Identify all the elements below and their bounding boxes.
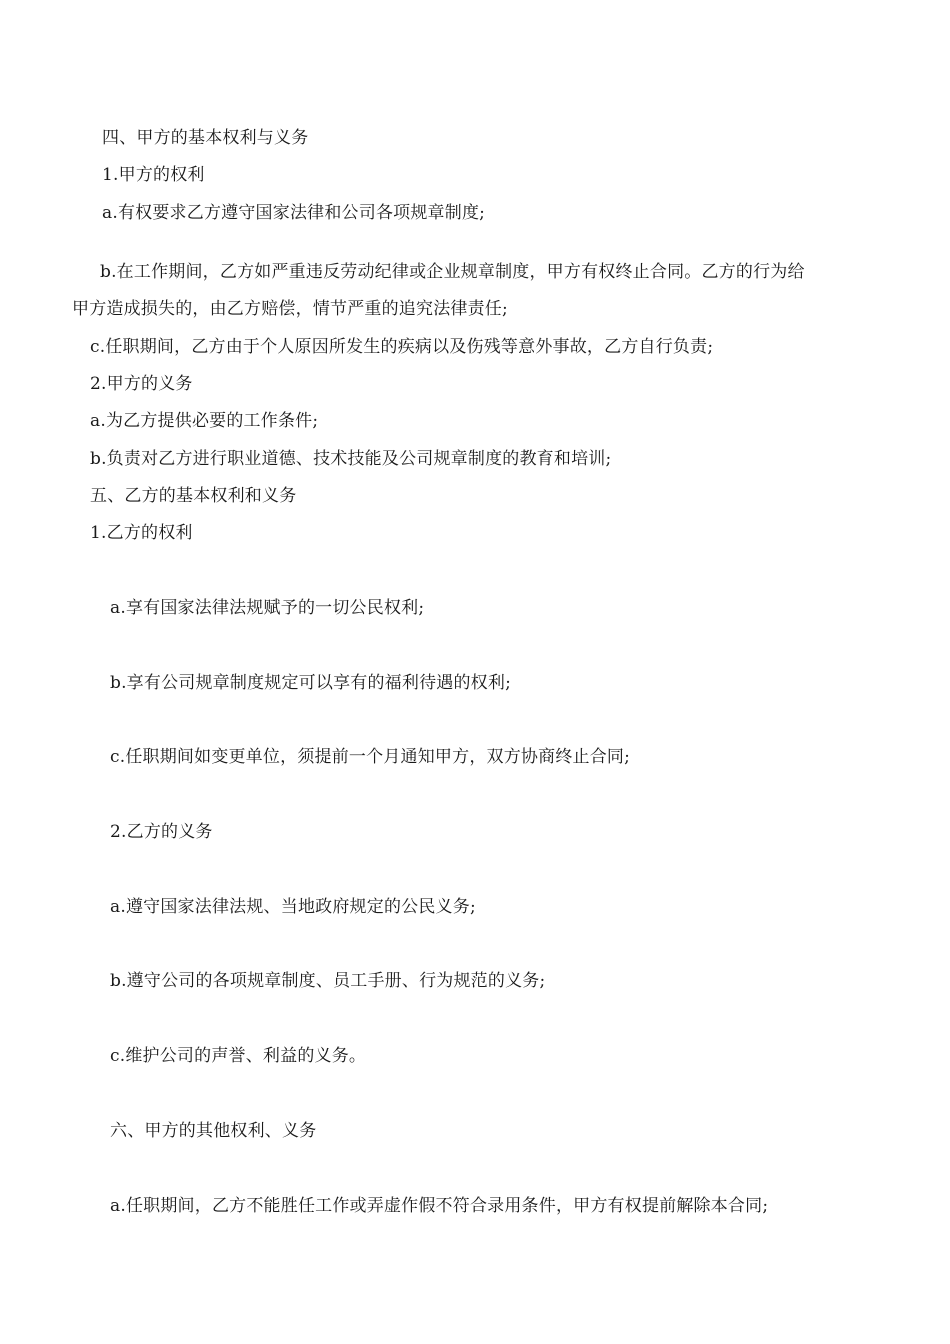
section4-right-b-line1: b.在工作期间，乙方如严重违反劳动纪律或企业规章制度，甲方有权终止合同。乙方的行为给	[100, 262, 805, 282]
section5-rights-title: 1.乙方的权利	[90, 523, 193, 543]
section5-heading: 五、乙方的基本权利和义务	[90, 486, 297, 506]
section4-duty-b: b.负责对乙方进行职业道德、技术技能及公司规章制度的教育和培训;	[90, 449, 612, 469]
section4-right-c: c.任职期间，乙方由于个人原因所发生的疾病以及伤残等意外事故，乙方自行负责;	[90, 337, 714, 357]
section4-rights-title: 1.甲方的权利	[102, 165, 205, 185]
section5-duty-c: c.维护公司的声誉、利益的义务。	[110, 1046, 367, 1066]
section6-item-a: a.任职期间，乙方不能胜任工作或弄虚作假不符合录用条件，甲方有权提前解除本合同;	[110, 1196, 769, 1216]
section4-heading: 四、甲方的基本权利与义务	[102, 128, 309, 148]
section5-duty-b: b.遵守公司的各项规章制度、员工手册、行为规范的义务;	[110, 971, 546, 991]
section5-duty-a: a.遵守国家法律法规、当地政府规定的公民义务;	[110, 897, 476, 917]
section4-right-b-line2: 甲方造成损失的，由乙方赔偿，情节严重的追究法律责任;	[72, 299, 508, 319]
section4-right-a: a.有权要求乙方遵守国家法律和公司各项规章制度;	[102, 203, 486, 223]
section5-duties-title: 2.乙方的义务	[110, 822, 213, 842]
section5-right-b: b.享有公司规章制度规定可以享有的福利待遇的权利;	[110, 673, 512, 693]
section5-right-a: a.享有国家法律法规赋予的一切公民权利;	[110, 598, 425, 618]
section4-duties-title: 2.甲方的义务	[90, 374, 193, 394]
section6-heading: 六、甲方的其他权利、义务	[110, 1121, 317, 1141]
section5-right-c: c.任职期间如变更单位，须提前一个月通知甲方，双方协商终止合同;	[110, 747, 631, 767]
section4-duty-a: a.为乙方提供必要的工作条件;	[90, 411, 319, 431]
